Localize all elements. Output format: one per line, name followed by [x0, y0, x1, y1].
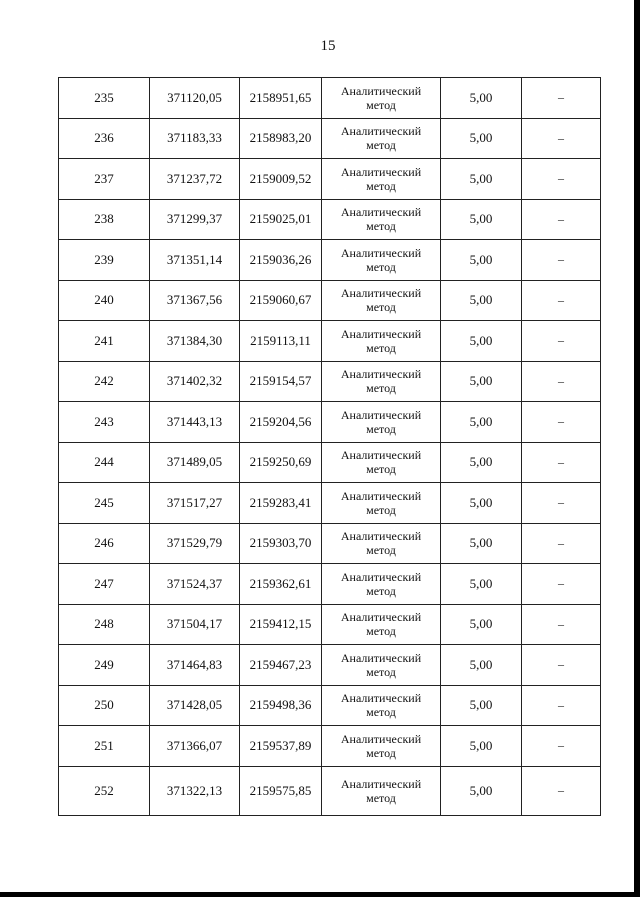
table-row [59, 604, 601, 645]
x-coordinate-cell: 371351,14 [150, 240, 240, 281]
method-line-2: метод [366, 705, 396, 720]
accuracy-cell: 5,00 [441, 442, 522, 483]
x-coordinate-cell: 371237,72 [150, 159, 240, 200]
method-line-2: метод [366, 178, 396, 193]
accuracy-cell: 5,00 [441, 240, 522, 281]
method-cell [322, 645, 441, 686]
accuracy-cell: 5,00 [441, 483, 522, 524]
accuracy-cell: 5,00 [441, 361, 522, 402]
x-coordinate-cell: 371384,30 [150, 321, 240, 362]
method-line-1: Аналитический [340, 124, 422, 139]
method-cell [322, 685, 441, 726]
method-line-2: метод [366, 624, 396, 639]
method-line-2: метод [366, 421, 396, 436]
method-cell [322, 523, 441, 564]
accuracy-cell: 5,00 [441, 726, 522, 767]
x-coordinate-cell: 371443,13 [150, 402, 240, 443]
method-line-1: Аналитический [340, 610, 422, 625]
table-row [59, 78, 601, 119]
method-line-2: метод [366, 583, 396, 598]
method-cell [322, 483, 441, 524]
note-cell: – [522, 483, 601, 524]
note-cell: – [522, 280, 601, 321]
method-line-2: метод [366, 259, 396, 274]
method-line-1: Аналитический [340, 731, 422, 746]
note-cell: – [522, 240, 601, 281]
note-cell: – [522, 361, 601, 402]
method-line-2: метод [366, 340, 396, 355]
method-cell [322, 240, 441, 281]
method-cell [322, 361, 441, 402]
x-coordinate-cell: 371366,07 [150, 726, 240, 767]
method-cell [322, 766, 441, 815]
y-coordinate-cell: 2158951,65 [240, 78, 322, 119]
note-cell: – [522, 159, 601, 200]
y-coordinate-cell: 2159113,11 [240, 321, 322, 362]
x-coordinate-cell: 371402,32 [150, 361, 240, 402]
method-line-2: метод [366, 97, 396, 112]
x-coordinate-cell: 371517,27 [150, 483, 240, 524]
method-line-2: метод [366, 664, 396, 679]
method-cell [322, 604, 441, 645]
x-coordinate-cell: 371367,56 [150, 280, 240, 321]
scan-edge-right [634, 0, 640, 897]
method-line-1: Аналитический [340, 83, 422, 98]
coordinates-table [58, 77, 601, 816]
note-cell: – [522, 685, 601, 726]
y-coordinate-cell: 2159060,67 [240, 280, 322, 321]
point-number-cell: 236 [59, 118, 150, 159]
note-cell: – [522, 402, 601, 443]
x-coordinate-cell: 371183,33 [150, 118, 240, 159]
table-row [59, 240, 601, 281]
method-line-1: Аналитический [340, 286, 422, 301]
table-row [59, 159, 601, 200]
method-line-1: Аналитический [340, 367, 422, 382]
y-coordinate-cell: 2159303,70 [240, 523, 322, 564]
y-coordinate-cell: 2159036,26 [240, 240, 322, 281]
y-coordinate-cell: 2159467,23 [240, 645, 322, 686]
point-number-cell: 235 [59, 78, 150, 119]
method-line-2: метод [366, 790, 396, 805]
accuracy-cell: 5,00 [441, 280, 522, 321]
accuracy-cell: 5,00 [441, 118, 522, 159]
method-line-2: метод [366, 219, 396, 234]
note-cell: – [522, 78, 601, 119]
y-coordinate-cell: 2159204,56 [240, 402, 322, 443]
point-number-cell: 252 [59, 766, 150, 815]
y-coordinate-cell: 2159009,52 [240, 159, 322, 200]
method-line-1: Аналитический [340, 569, 422, 584]
y-coordinate-cell: 2159498,36 [240, 685, 322, 726]
y-coordinate-cell: 2159412,15 [240, 604, 322, 645]
table-row [59, 564, 601, 605]
x-coordinate-cell: 371428,05 [150, 685, 240, 726]
method-line-2: метод [366, 462, 396, 477]
table-row [59, 361, 601, 402]
note-cell: – [522, 766, 601, 815]
point-number-cell: 248 [59, 604, 150, 645]
y-coordinate-cell: 2159154,57 [240, 361, 322, 402]
table-row [59, 280, 601, 321]
table-row [59, 442, 601, 483]
method-cell [322, 402, 441, 443]
accuracy-cell: 5,00 [441, 604, 522, 645]
table-row [59, 483, 601, 524]
note-cell: – [522, 726, 601, 767]
table-row [59, 645, 601, 686]
method-cell [322, 78, 441, 119]
note-cell: – [522, 564, 601, 605]
method-line-2: метод [366, 745, 396, 760]
x-coordinate-cell: 371299,37 [150, 199, 240, 240]
method-line-2: метод [366, 502, 396, 517]
method-line-2: метод [366, 543, 396, 558]
point-number-cell: 251 [59, 726, 150, 767]
accuracy-cell: 5,00 [441, 78, 522, 119]
accuracy-cell: 5,00 [441, 766, 522, 815]
x-coordinate-cell: 371120,05 [150, 78, 240, 119]
method-line-1: Аналитический [340, 164, 422, 179]
x-coordinate-cell: 371464,83 [150, 645, 240, 686]
y-coordinate-cell: 2158983,20 [240, 118, 322, 159]
table-row [59, 402, 601, 443]
point-number-cell: 239 [59, 240, 150, 281]
method-cell [322, 321, 441, 362]
note-cell: – [522, 199, 601, 240]
point-number-cell: 247 [59, 564, 150, 605]
method-line-1: Аналитический [340, 776, 422, 791]
method-line-2: метод [366, 138, 396, 153]
point-number-cell: 249 [59, 645, 150, 686]
point-number-cell: 245 [59, 483, 150, 524]
method-cell [322, 199, 441, 240]
table-row [59, 118, 601, 159]
x-coordinate-cell: 371322,13 [150, 766, 240, 815]
note-cell: – [522, 604, 601, 645]
table-row [59, 766, 601, 815]
y-coordinate-cell: 2159250,69 [240, 442, 322, 483]
x-coordinate-cell: 371524,37 [150, 564, 240, 605]
method-cell [322, 726, 441, 767]
point-number-cell: 238 [59, 199, 150, 240]
table-body [59, 78, 601, 816]
point-number-cell: 246 [59, 523, 150, 564]
y-coordinate-cell: 2159025,01 [240, 199, 322, 240]
method-cell [322, 442, 441, 483]
x-coordinate-cell: 371504,17 [150, 604, 240, 645]
method-line-1: Аналитический [340, 407, 422, 422]
note-cell: – [522, 321, 601, 362]
accuracy-cell: 5,00 [441, 402, 522, 443]
method-line-1: Аналитический [340, 245, 422, 260]
point-number-cell: 244 [59, 442, 150, 483]
y-coordinate-cell: 2159575,85 [240, 766, 322, 815]
method-line-1: Аналитический [340, 326, 422, 341]
note-cell: – [522, 645, 601, 686]
page-number: 15 [320, 38, 336, 54]
note-cell: – [522, 442, 601, 483]
method-line-1: Аналитический [340, 691, 422, 706]
point-number-cell: 241 [59, 321, 150, 362]
table-row [59, 523, 601, 564]
point-number-cell: 243 [59, 402, 150, 443]
x-coordinate-cell: 371529,79 [150, 523, 240, 564]
method-line-2: метод [366, 381, 396, 396]
y-coordinate-cell: 2159283,41 [240, 483, 322, 524]
scan-edge-bottom [0, 892, 640, 897]
accuracy-cell: 5,00 [441, 685, 522, 726]
method-cell [322, 118, 441, 159]
table-row [59, 321, 601, 362]
method-line-1: Аналитический [340, 650, 422, 665]
accuracy-cell: 5,00 [441, 523, 522, 564]
method-cell [322, 280, 441, 321]
point-number-cell: 237 [59, 159, 150, 200]
note-cell: – [522, 118, 601, 159]
y-coordinate-cell: 2159537,89 [240, 726, 322, 767]
note-cell: – [522, 523, 601, 564]
accuracy-cell: 5,00 [441, 159, 522, 200]
point-number-cell: 250 [59, 685, 150, 726]
accuracy-cell: 5,00 [441, 564, 522, 605]
point-number-cell: 240 [59, 280, 150, 321]
method-line-1: Аналитический [340, 205, 422, 220]
table-row [59, 726, 601, 767]
accuracy-cell: 5,00 [441, 199, 522, 240]
method-line-1: Аналитический [340, 448, 422, 463]
point-number-cell: 242 [59, 361, 150, 402]
method-line-1: Аналитический [340, 488, 422, 503]
y-coordinate-cell: 2159362,61 [240, 564, 322, 605]
table-row [59, 685, 601, 726]
method-line-1: Аналитический [340, 529, 422, 544]
x-coordinate-cell: 371489,05 [150, 442, 240, 483]
method-cell [322, 159, 441, 200]
method-line-2: метод [366, 300, 396, 315]
accuracy-cell: 5,00 [441, 645, 522, 686]
method-cell [322, 564, 441, 605]
table-row [59, 199, 601, 240]
accuracy-cell: 5,00 [441, 321, 522, 362]
